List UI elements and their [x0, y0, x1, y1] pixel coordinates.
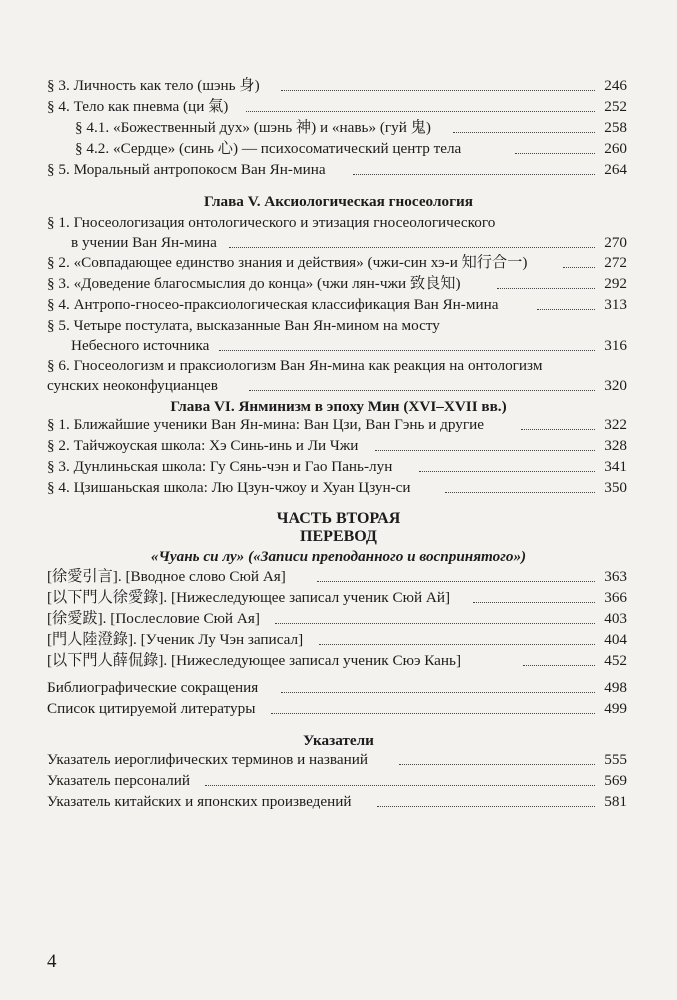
toc-entry [47, 98, 627, 116]
entry-page: 555 [604, 751, 627, 768]
entry-text: сунских неоконфуцианцев [47, 377, 218, 394]
entry-text: § 2. «Совпадающее единство знания и действия» (чжи-син хэ-и 知行合一) [47, 254, 528, 271]
entry-text: Библиографические сокращения [47, 679, 259, 696]
entry-text: § 2. Тайчжоуская школа: Хэ Синь-инь и Ли Чжи [47, 437, 359, 454]
entry-page: 272 [604, 254, 627, 271]
entry-page: 499 [604, 700, 627, 717]
entry-text: [以下門人徐愛錄]. [Нижеследующее записал ученик Сюй Ай] [47, 589, 451, 606]
toc-entry [47, 437, 627, 455]
entry-text: § 5. Моральный антропокосм Ван Ян-мина [47, 161, 326, 178]
toc-entry [47, 416, 627, 434]
page-number: 4 [47, 951, 57, 972]
entry-page: 452 [604, 652, 627, 669]
entry-text: Указатель иероглифических терминов и названий [47, 751, 368, 768]
entry-page: 403 [604, 610, 627, 627]
entry-page: 270 [604, 234, 627, 251]
toc-entry [47, 161, 627, 179]
entry-text: § 4.2. «Сердце» (синь 心) — психосоматический центр тела [75, 140, 462, 157]
entry-text: [徐愛跋]. [Послесловие Сюй Ая] [47, 610, 260, 627]
entry-page: 341 [604, 458, 627, 475]
entry-text: [門人陸澄錄]. [Ученик Лу Чэн записал] [47, 631, 304, 648]
entry-page: 320 [604, 377, 627, 394]
toc-entry [47, 589, 627, 607]
toc-entry [47, 751, 627, 769]
toc-entry [47, 77, 627, 95]
entry-page: 264 [604, 161, 627, 178]
work-title: «Чуань си лу» («Записи преподанного и воспринятого») [150, 548, 527, 565]
toc-entry [47, 214, 627, 250]
entry-page: 363 [604, 568, 627, 585]
toc-entry [47, 700, 627, 718]
toc-entry [47, 317, 627, 353]
part-2-subtitle: ПЕРЕВОД [300, 528, 377, 545]
toc-entry [47, 631, 627, 649]
entry-page: 292 [604, 275, 627, 292]
toc-entry [47, 357, 627, 393]
entry-text: Небесного источника [71, 337, 210, 354]
entry-text: Указатель китайских и японских произведений [47, 793, 352, 810]
toc-entry [47, 458, 627, 476]
entry-text: § 4. Цзишаньская школа: Лю Цзун-чжоу и Хуан Цзун-си [47, 479, 411, 496]
chapter-6-title: Глава VI. Янминизм в эпоху Мин (XVI–XVII вв.) [170, 398, 507, 415]
entry-page: 581 [604, 793, 627, 810]
entry-page: 569 [604, 772, 627, 789]
entry-text: Список цитируемой литературы [47, 700, 256, 717]
entry-page: 246 [604, 77, 627, 94]
toc-entry [75, 140, 627, 158]
entry-page: 313 [604, 296, 627, 313]
toc-entry [47, 254, 627, 277]
toc-entry [47, 568, 627, 586]
toc-entry [47, 772, 627, 790]
entry-page: 350 [604, 479, 627, 496]
toc-entry [47, 479, 627, 497]
entry-text: [徐愛引言]. [Вводное слово Сюй Ая] [47, 568, 286, 585]
entry-page: 322 [604, 416, 627, 433]
entry-text: [以下門人薛侃錄]. [Нижеследующее записал ученик Сюэ Кань] [47, 652, 462, 669]
entry-page: 498 [604, 679, 627, 696]
entry-text: § 4. Антропо-гносео-праксиологическая классификация Ван Ян-мина [47, 296, 499, 313]
toc-entry [47, 296, 627, 314]
entry-text: Указатель персоналий [47, 772, 190, 789]
entry-text: § 3. «Доведение благосмыслия до конца» (чжи лян-чжи 致良知) [47, 275, 461, 292]
chapter-5-title: Глава V. Аксиологическая гносеология [204, 193, 473, 210]
toc-entry [47, 275, 627, 293]
entry-page: 316 [604, 337, 627, 354]
toc-entry [47, 610, 627, 628]
entry-text: в учении Ван Ян-мина [71, 234, 217, 251]
entry-page: 260 [604, 140, 627, 157]
entry-page: 366 [604, 589, 627, 606]
entry-text: § 4.1. «Божественный дух» (шэнь 神) и «навь» (гуй 鬼) [75, 119, 431, 136]
entry-page: 328 [604, 437, 627, 454]
toc-entry [75, 119, 627, 137]
entry-text: § 1. Ближайшие ученики Ван Ян-мина: Ван Цзи, Ван Гэнь и другие [47, 416, 484, 433]
entry-page: 252 [604, 98, 627, 115]
entry-text-line1: § 5. Четыре постулата, высказанные Ван Ян-мином на мосту [47, 317, 440, 334]
entry-text-line1: § 1. Гносеологизация онтологического и этизация гносеологического [47, 214, 496, 231]
entry-text: § 3. Личность как тело (шэнь 身) [47, 77, 260, 94]
toc-entry [47, 793, 627, 811]
toc-entry [47, 652, 627, 670]
entry-page: 404 [604, 631, 627, 648]
entry-text-line1: § 6. Гносеологизм и праксиологизм Ван Ян-мина как реакция на онтологизм [47, 357, 543, 374]
toc-entry [47, 679, 627, 697]
entry-text: § 3. Дунлиньская школа: Гу Сянь-чэн и Гао Пань-лун [47, 458, 393, 475]
entry-page: 258 [604, 119, 627, 136]
entry-text: § 4. Тело как пневма (ци 氣) [47, 98, 229, 115]
part-2-title: ЧАСТЬ ВТОРАЯ [276, 510, 401, 527]
indexes-title: Указатели [303, 732, 374, 749]
